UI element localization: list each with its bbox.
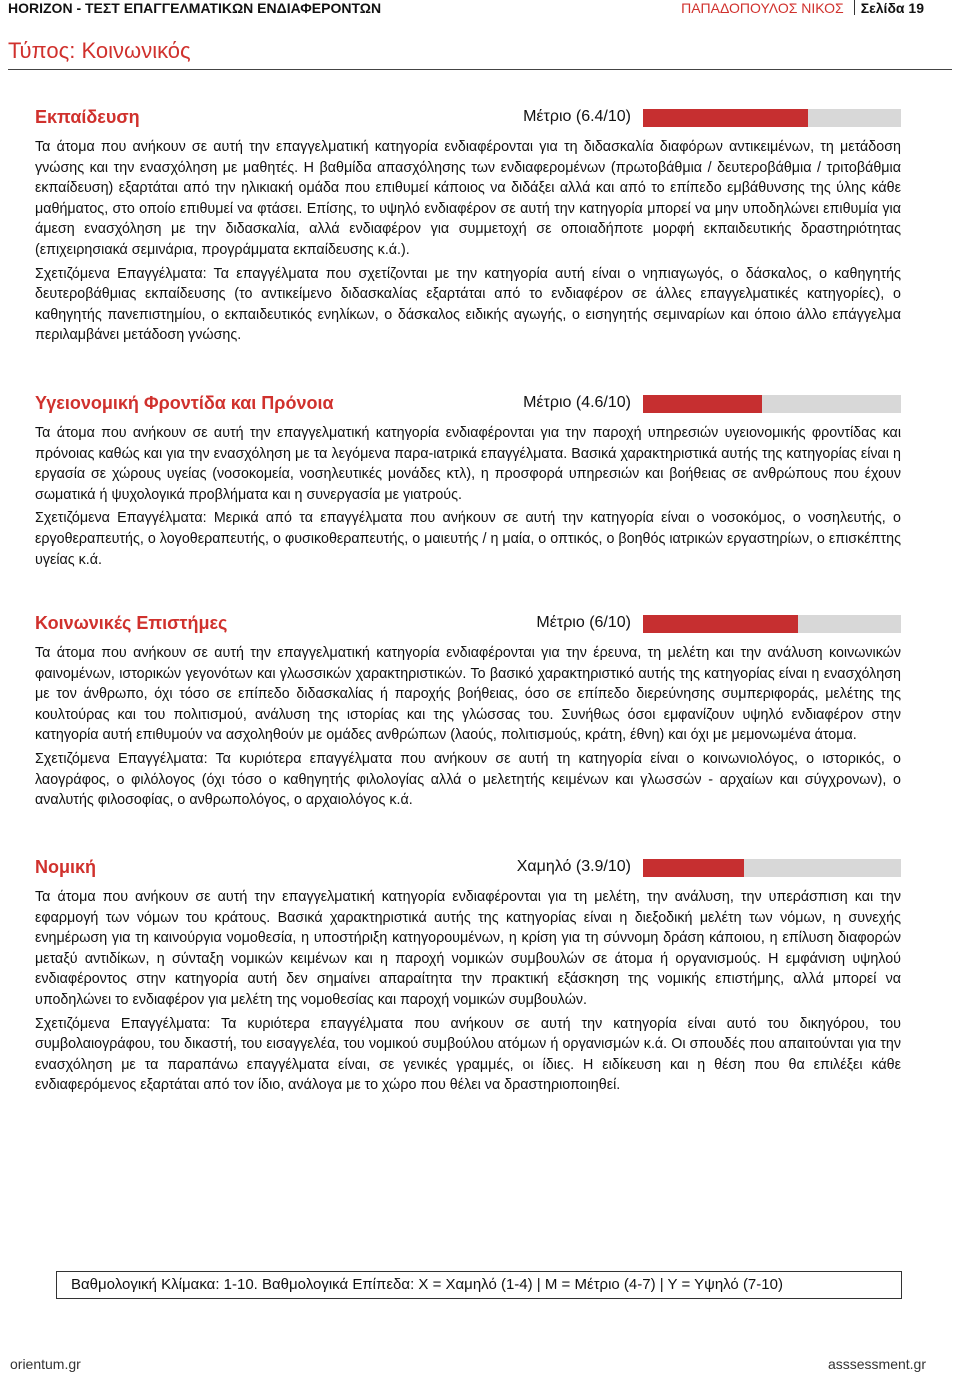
score-bar: [643, 109, 901, 127]
footer-site-left: orientum.gr: [10, 1356, 81, 1372]
page-number: Σελίδα 19: [860, 0, 924, 16]
category-section-social-sciences: [35, 613, 901, 811]
category-description: Τα άτομα που ανήκουν σε αυτή την επαγγελματική κατηγορία ενδιαφέρονται για τη διδασκαλία διαφόρων αντικειμένων, τη μετάδοση γνώσης και την ενασχόληση με μαθητές. Η βαθμίδα απασχόλησης των ενδιαφερομένων (πρωτοβάθμια / δευτεροβάθμια / τριτοβάθμια εκπαίδευση) εξαρτάται από την ηλικιακή ομάδα που επιθυμεί κάποιος να διδάξει αλλά και από το επίπεδο εμβάθυνσης της ύλης κάθε μαθήματος, στο οποίο επιθυμεί να φτάσει. Επίσης, το υψηλό ενδιαφέρον σε αυτή την κατηγορία μπορεί να μην υποδηλώνει επιθυμία για άμεση ενασχόληση με την διδασκαλία, αλλά ενδιαφέρον για συμμετοχή σε οποιαδήποτε μορφή εκπαιδευτικής δραστηριότητας (επιχειρησιακά σεμινάρια, προγράμματα εκπαίδευσης κ.ά.).: [35, 139, 901, 258]
score-bar: [643, 859, 901, 877]
score-bar-fill: [643, 395, 762, 413]
author-name: ΠΑΠΑΔΟΠΟΥΛΟΣ ΝΙΚΟΣ: [681, 0, 844, 16]
category-header: [35, 613, 901, 639]
category-title: Νομική: [35, 857, 97, 877]
header-meta: [681, 0, 924, 16]
category-title: Κοινωνικές Επιστήμες: [35, 613, 228, 633]
score-bar-fill: [643, 859, 744, 877]
category-level: Χαμηλό (3.9/10): [516, 858, 631, 875]
category-level: Μέτριο (6/10): [536, 614, 631, 631]
profile-type: Τύπος: Κοινωνικός: [8, 38, 191, 63]
category-header: [35, 107, 901, 133]
related-professions: Σχετιζόμενα Επαγγέλματα: Μερικά από τα επαγγέλματα που ανήκουν σε αυτή την κατηγορία είναι ο νοσοκόμος, ο νοσηλευτής, ο εργοθεραπευτής, ο λογοθεραπευτής, ο φυσικοθεραπευτής, ο μαιευτής / η μαία, ο οπτικός, ο βοηθός ιατρικών εργαστηρίων, ο επισκέπτης υγείας κ.ά.: [35, 510, 901, 568]
category-level: Μέτριο (4.6/10): [523, 394, 631, 411]
score-bar: [643, 615, 901, 633]
category-header: [35, 393, 901, 419]
category-level: Μέτριο (6.4/10): [523, 108, 631, 125]
category-description: Τα άτομα που ανήκουν σε αυτή την επαγγελματική κατηγορία ενδιαφέρονται για την παροχή υπηρεσιών υγειονομικής φροντίδας και πρόνοιας καθώς και για την ενασχόληση με τα λεγόμενα παρα-ιατρικά επαγγέλματα. Βασικά χαρακτηριστικά αυτής της κατηγορίας είναι η εργασία σε χώρους υγείας (νοσοκομεία, νοσηλευτικές μονάδες κτλ), η προσφορά υπηρεσιών και βοήθειας σε ανθρώπους που έχουν σωματικά ή ψυχολογικά προβλήματα και η συνεργασία με γιατρούς.: [35, 425, 901, 503]
category-section-education: [35, 107, 901, 346]
category-description: Τα άτομα που ανήκουν σε αυτή την επαγγελματική κατηγορία ενδιαφέρονται για τη μελέτη, την ανάλυση, την υπεράσπιση και την εφαρμογή των νόμων του κράτους. Βασικά χαρακτηριστικά αυτής της κατηγορίας είναι η διεξοδική μελέτη των νόμων, η συνεχής ενημέρωση για τη καινούργια νομοθεσία, η υποστήριξη κατηγορουμένων, η κρίση για τη σύννομη δράση κάποιου, η επίλυση διαφορών μεταξύ αντιδίκων, η σύνταξη νομικών κειμένων και η παροχή νομικών συμβουλών σε άτομα ή οργανισμούς. Η εμφάνιση υψηλού ενδιαφέροντος στην κατηγορία αυτή δεν σημαίνει απαραίτητα την πρακτική εξάσκηση της νομικής επιστήμης, αλλά μπορεί να υποδηλώνει το ενδιαφέρον για μελέτη της νομοθεσίας και παροχή νομικών συμβουλών.: [35, 889, 901, 1008]
score-bar: [643, 395, 901, 413]
score-bar-fill: [643, 615, 798, 633]
category-section-health-care: [35, 393, 901, 570]
category-header: [35, 857, 901, 883]
related-professions: Σχετιζόμενα Επαγγέλματα: Τα κυριότερα επαγγέλματα που ανήκουν σε αυτή την κατηγορία είναι αυτό του δικηγόρου, του συμβολαιογράφου, του δικαστή, του εισαγγελέα, του νομικού συμβούλου ατόμων ή οργανισμών κ.ά. Οι σπουδές που απαιτούνται για την ενασχόληση με τα παραπάνω επαγγέλματα είναι, σε γενικές γραμμές, οι ίδιες. Η ειδίκευση και η θέση που θα επιλέξει κάθε ενδιαφερόμενος εξαρτάται από τον ίδιο, ανάλογα με το χώρο που θέλει να δραστηριοποιηθεί.: [35, 1015, 901, 1094]
related-professions: Σχετιζόμενα Επαγγέλματα: Τα κυριότερα επαγγέλματα που ανήκουν σε αυτή τη κατηγορία είναι ο κοινωνιολόγος, ο ιστορικός, ο λαογράφος, ο φιλόλογος (όχι τόσο ο καθηγητής φιλολογίας αλλά ο μελετητής κειμένων και γλωσσών - αρχαίων και σύγχρονων), ο αναλυτής φιλοσοφίας, ο ανθρωπολόγος, ο αρχαιολόγος κ.ά.: [35, 750, 901, 809]
report-title: HORIZON - ΤΕΣΤ ΕΠΑΓΓΕΛΜΑΤΙΚΩΝ ΕΝΔΙΑΦΕΡΟΝΤΩΝ: [8, 0, 382, 16]
header-divider: [854, 0, 855, 15]
header-rule: [8, 69, 952, 70]
related-professions: Σχετιζόμενα Επαγγέλματα: Τα επαγγέλματα που σχετίζονται με την κατηγορία αυτή είναι ο νηπιαγωγός, ο δάσκαλος, ο καθηγητής δευτεροβάθμιας εκπαίδευσης (το αντικείμενο διδασκαλίας εξαρτάται από το ενδιαφέρον σε άλλες επαγγελματικές κατηγορίες), ο καθηγητής πανεπιστημίου, ο εκπαιδευτικός ενηλίκων, ο δάσκαλος ειδικής αγωγής, ο εισηγητής σεμιναρίων και όποιο άλλο επάγγελμα περιλαμβάνει μετάδοση γνώσης.: [35, 265, 901, 344]
category-title: Υγειονομική Φροντίδα και Πρόνοια: [35, 393, 334, 413]
category-description: Τα άτομα που ανήκουν σε αυτή την επαγγελματική κατηγορία ενδιαφέρονται για την έρευνα, τη μελέτη και την ανάλυση κοινωνικών φαινομένων, ιστορικών γεγονότων και γλωσσικών χαρακτηριστικών. Το βασικό χαρακτηριστικό αυτής της κατηγορίας είναι η ενασχόληση με τον άνθρωπο, όχι τόσο σε επίπεδο διδασκαλίας ή παροχής βοήθειας, όσο σε επίπεδο διερεύνησης συμπεριφοράς, μελέτης της κουλτούρας και του πολιτισμού, ανάλυση της ιστορίας και της γλώσσας του. Συνήθως όσοι εμφανίζουν υψηλό ενδιαφέρον στην κατηγορία αυτή επιθυμούν να ασχοληθούν με ομάδες ανθρώπων (λαούς, πολιτισμούς, κράτη, έθνη) και όχι με μεμονωμένα άτομα.: [35, 645, 901, 744]
score-bar-fill: [643, 109, 808, 127]
scoring-legend: Βαθμολογική Κλίμακα: 1-10. Βαθμολογικά Επίπεδα: Χ = Χαμηλό (1-4) | Μ = Μέτριο (4-7) | Υ = Υψηλό (7-10): [56, 1271, 902, 1299]
category-title: Εκπαίδευση: [35, 107, 140, 127]
footer-site-right: asssessment.gr: [827, 1356, 926, 1372]
category-section-law: [35, 857, 901, 1096]
page-header: [8, 0, 924, 22]
